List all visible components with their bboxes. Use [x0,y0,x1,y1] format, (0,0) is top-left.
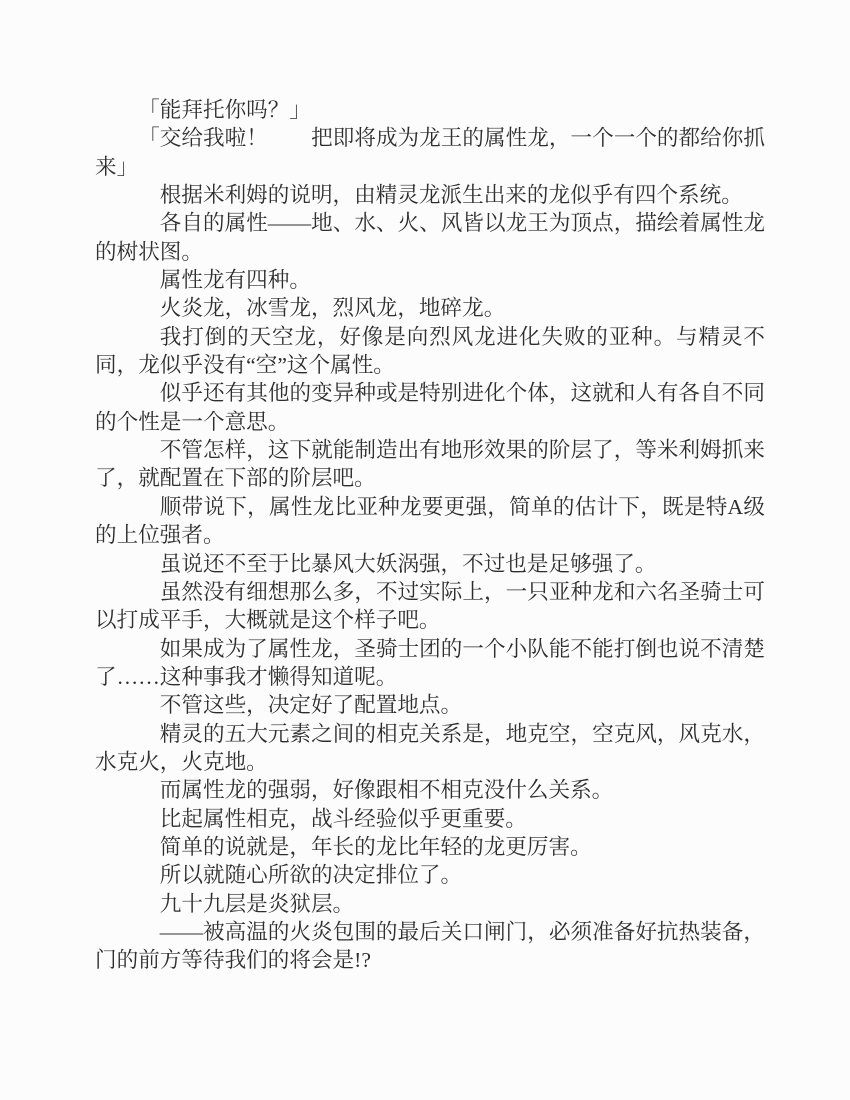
paragraph-10: 顺带说下，属性龙比亚种龙要更强，简单的估计下，既是特A级的上位强者。 [95,494,765,548]
paragraph-19: 所以就随心所欲的决定排位了。 [159,863,463,888]
paragraph-5: 属性龙有四种。 [159,268,311,293]
paragraph-16: 而属性龙的强弱，好像跟相不相克没什么关系。 [159,778,614,803]
paragraph-8: 似乎还有其他的变异种或是特别进化个体，这就和人有各自不同的个性是一个意思。 [95,381,765,434]
paragraph-18: 简单的说就是，年长的龙比年轻的龙更厉害。 [159,834,592,859]
paragraph-15: 精灵的五大元素之间的相克关系是，地克空，空克风，风克水，水克火，火克地。 [95,721,765,774]
paragraph-2: 「交给我啦！ 把即将成为龙王的属性龙，一个一个的都给你抓来」 [95,126,765,179]
novel-text [95,96,765,975]
paragraph-14: 不管这些，决定好了配置地点。 [159,693,463,718]
paragraph-6: 火炎龙，冰雪龙，烈风龙，地碎龙。 [159,296,506,321]
paragraph-4: 各自的属性——地、水、火、风皆以龙王为顶点，描绘着属性龙的树状图。 [95,211,765,264]
paragraph-13: 如果成为了属性龙，圣骑士团的一个小队能不能打倒也说不清楚了……这种事我才懒得知道呢。 [95,636,765,689]
paragraph-12: 虽然没有细想那么多，不过实际上，一只亚种龙和六名圣骑士可以打成平手，大概就是这个样子吧。 [95,579,765,633]
paragraph-9: 不管怎样，这下就能制造出有地形效果的阶层了，等米利姆抓来了，就配置在下部的阶层吧。 [95,438,765,491]
paragraph-7: 我打倒的天空龙，好像是向烈风龙进化失败的亚种。与精灵不同，龙似乎没有“空”这个属性。 [95,324,765,378]
paragraph-1: 「能拜托你吗？」 [138,98,311,122]
paragraph-20: 九十九层是炎狱层。 [159,891,355,916]
paragraph-3: 根据米利姆的说明，由精灵龙派生出来的龙似乎有四个系统。 [159,183,743,208]
paragraph-21: ——被高温的火炎包围的最后关口闸门，必须准备好抗热装备，门的前方等待我们的将会是!? [95,919,765,973]
paragraph-11: 虽说还不至于比暴风大妖涡强，不过也是足够强了。 [159,551,657,576]
paragraph-17: 比起属性相克，战斗经验似乎更重要。 [159,806,527,831]
